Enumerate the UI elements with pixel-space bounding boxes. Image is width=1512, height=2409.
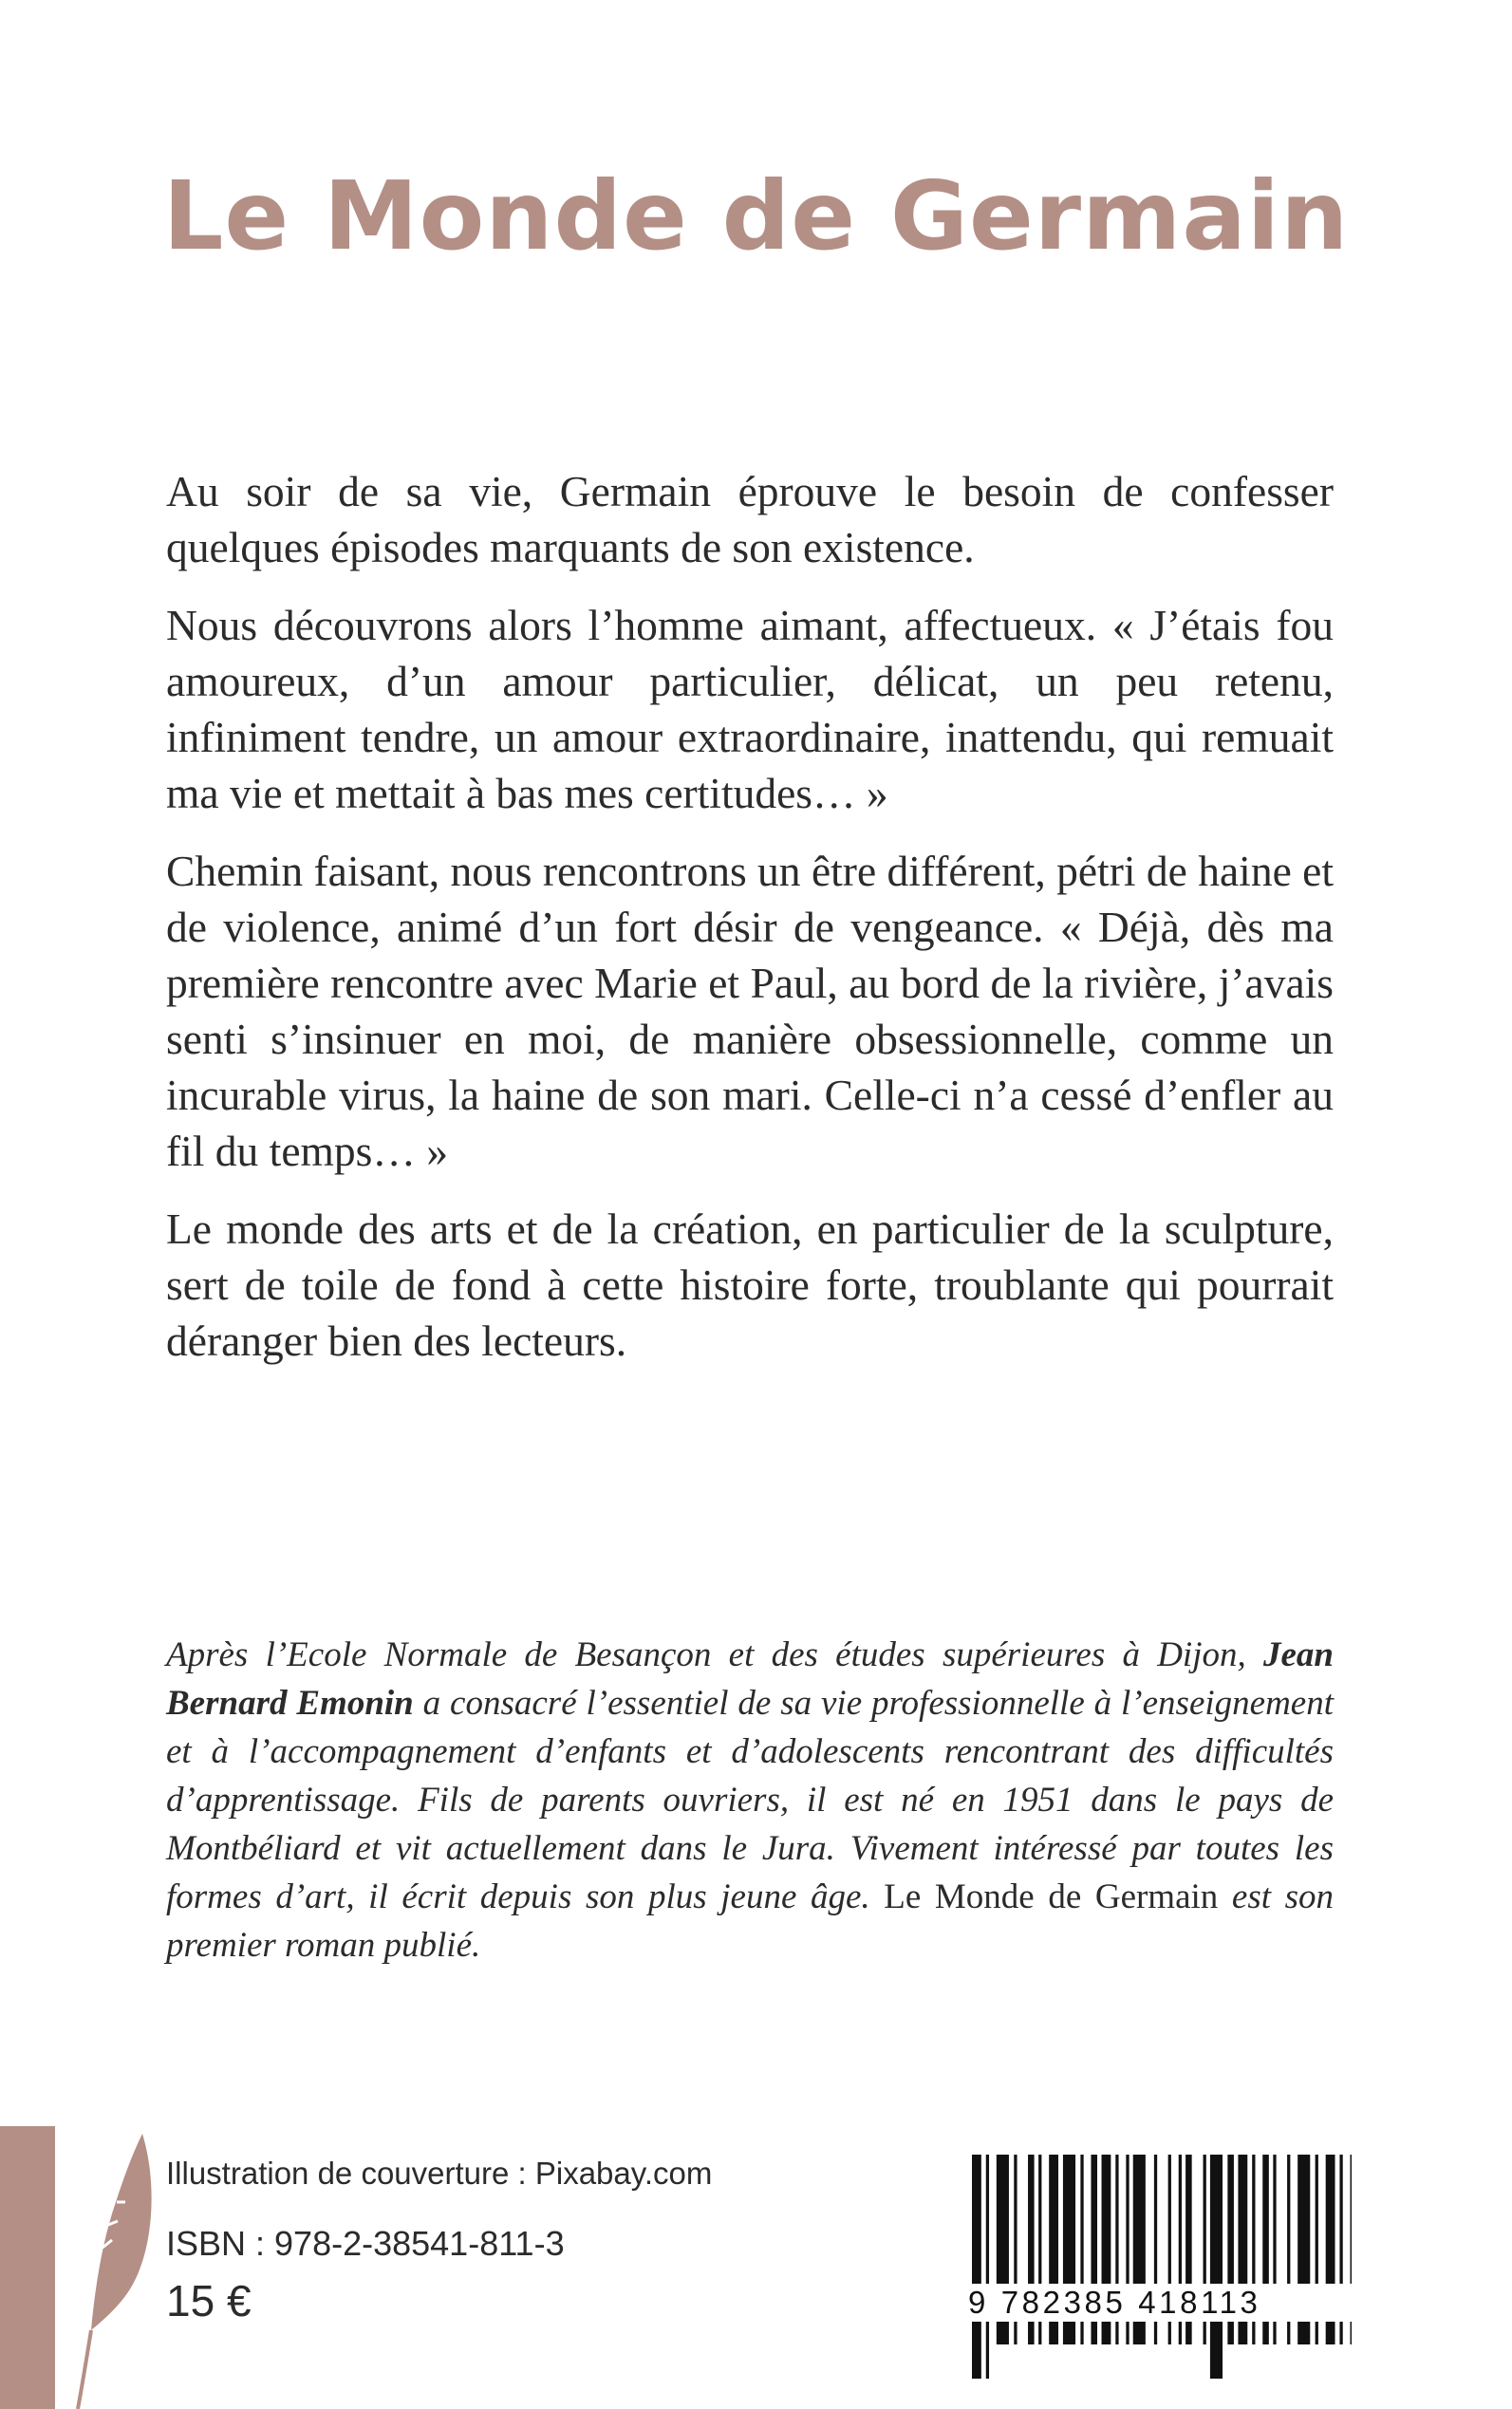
- barcode-bar: [986, 2155, 989, 2379]
- barcode-digits: 9 782385 418113: [966, 2284, 1361, 2322]
- bio-book-title: Le Monde de Germain: [884, 1877, 1219, 1916]
- author-bio: [166, 1631, 1334, 1970]
- bio-text: est son premier roman publié.: [166, 1877, 1335, 1965]
- barcode-bar: [972, 2155, 981, 2379]
- author-name: Jean Bernard Emonin: [166, 1635, 1334, 1723]
- book-title: Le Monde de Germain: [162, 160, 1350, 271]
- feather-icon: [74, 2126, 159, 2409]
- barcode: [968, 2155, 1357, 2382]
- synopsis-paragraph: Chemin faisant, nous rencontrons un être différent, pétri de haine et de violence, animé d’un fort désir de vengeance. « Déjà, dès ma première rencontre avec Marie et Paul, au bord de la rivière, j’avais senti s’insinuer en moi, de manière obsessionnelle, comme un incurable virus, la haine de son mari. Celle-ci n’a cessé d’enfler au fil du temps… »: [166, 847, 1334, 1175]
- barcode-bar: [1210, 2155, 1223, 2379]
- synopsis: [166, 463, 1334, 1391]
- accent-side-bar: [0, 2126, 55, 2409]
- synopsis-paragraph: Le monde des arts et de la création, en particulier de la sculpture, sert de toile de fond à cette histoire forte, troublante qui pourrait déranger bien des lecteurs.: [166, 1204, 1334, 1365]
- bio-text: Après l’Ecole Normale de Besançon et des études supérieures à Dijon,: [166, 1635, 1263, 1674]
- synopsis-paragraph: Au soir de sa vie, Germain éprouve le besoin de confesser quelques épisodes marquants de son existence.: [166, 467, 1334, 571]
- price: 15 €: [166, 2276, 252, 2325]
- isbn: ISBN : 978-2-38541-811-3: [166, 2224, 565, 2263]
- bio-text: a consacré l’essentiel de sa vie professionnelle à l’enseignement et à l’accompagnement d’enfants et d’adolescents rencontrant des difficultés d’apprentissage. Fils de parents ouvriers, il est né en 1951 dans le pays de Montbéliard et vit actuellement dans le Jura. Vivement intéressé par toutes les formes d’art, il écrit depuis son plus jeune âge.: [166, 1684, 1334, 1916]
- synopsis-paragraph: Nous découvrons alors l’homme aimant, affectueux. « J’étais fou amoureux, d’un amour particulier, délicat, un peu retenu, infiniment tendre, un amour extraordinaire, inattendu, qui remuait ma vie et mettait à bas mes certitudes… »: [166, 601, 1334, 817]
- cover-credit: Illustration de couverture : Pixabay.com: [166, 2156, 713, 2191]
